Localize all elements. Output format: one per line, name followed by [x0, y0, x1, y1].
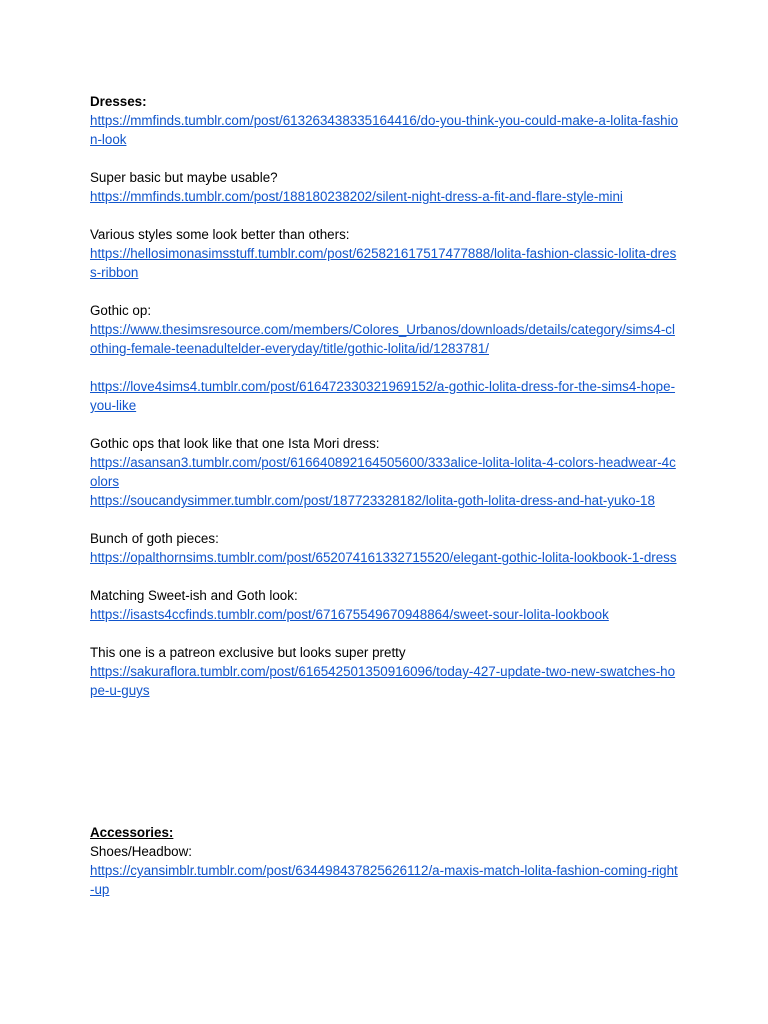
accessory-note: Shoes/Headbow:: [90, 844, 192, 859]
dress-entry: [90, 168, 680, 206]
dress-entry: [90, 225, 680, 282]
dress-link[interactable]: https://mmfinds.tumblr.com/post/188180238202/silent-night-dress-a-fit-and-flare-style-mini: [90, 189, 623, 204]
dress-link[interactable]: https://hellosimonasimsstuff.tumblr.com/post/625821617517477888/lolita-fashion-classic-lolita-dress-ribbon: [90, 246, 677, 280]
dress-note: Various styles some look better than others:: [90, 227, 350, 242]
dress-link[interactable]: https://soucandysimmer.tumblr.com/post/187723328182/lolita-goth-lolita-dress-and-hat-yuko-18: [90, 493, 655, 508]
dress-link[interactable]: https://www.thesimsresource.com/members/Colores_Urbanos/downloads/details/category/sims4-clothing-female-teenadultelder-everyday/title/gothic-lolita/id/1283781/: [90, 322, 675, 356]
accessory-link[interactable]: https://cyansimblr.tumblr.com/post/634498437825626112/a-maxis-match-lolita-fashion-coming-right-up: [90, 863, 678, 897]
accessories-heading: Accessories:: [90, 825, 174, 840]
dresses-heading: Dresses:: [90, 94, 147, 109]
accessories-section: [90, 823, 680, 899]
dress-link[interactable]: https://sakuraflora.tumblr.com/post/616542501350916096/today-427-update-two-new-swatches-hope-u-guys: [90, 664, 676, 698]
dress-link[interactable]: https://mmfinds.tumblr.com/post/613263438335164416/do-you-think-you-could-make-a-lolita-fashion-look: [90, 113, 679, 147]
dress-entry: [90, 301, 680, 358]
dress-note: Matching Sweet-ish and Goth look:: [90, 588, 298, 603]
blank-space: [90, 719, 680, 823]
dress-note: Gothic op:: [90, 303, 152, 318]
dress-entry: [90, 377, 680, 415]
dress-entry: [90, 529, 680, 567]
dress-entry: [90, 643, 680, 700]
dress-link[interactable]: https://isasts4ccfinds.tumblr.com/post/671675549670948864/sweet-sour-lolita-lookbook: [90, 607, 609, 622]
dress-note: Super basic but maybe usable?: [90, 170, 278, 185]
dress-note: This one is a patreon exclusive but looks super pretty: [90, 645, 406, 660]
dress-link[interactable]: https://opalthornsims.tumblr.com/post/652074161332715520/elegant-gothic-lolita-lookbook-1-dress: [90, 550, 677, 565]
dress-link[interactable]: https://asansan3.tumblr.com/post/616640892164505600/333alice-lolita-lolita-4-colors-headwear-4colors: [90, 455, 676, 489]
dress-entry: [90, 586, 680, 624]
document-page: [90, 92, 680, 918]
dresses-section-first: [90, 92, 680, 149]
dress-note: Bunch of goth pieces:: [90, 531, 219, 546]
dress-link[interactable]: https://love4sims4.tumblr.com/post/616472330321969152/a-gothic-lolita-dress-for-the-sims4-hope-you-like: [90, 379, 676, 413]
dress-entry: [90, 434, 680, 510]
dress-note: Gothic ops that look like that one Ista Mori dress:: [90, 436, 380, 451]
